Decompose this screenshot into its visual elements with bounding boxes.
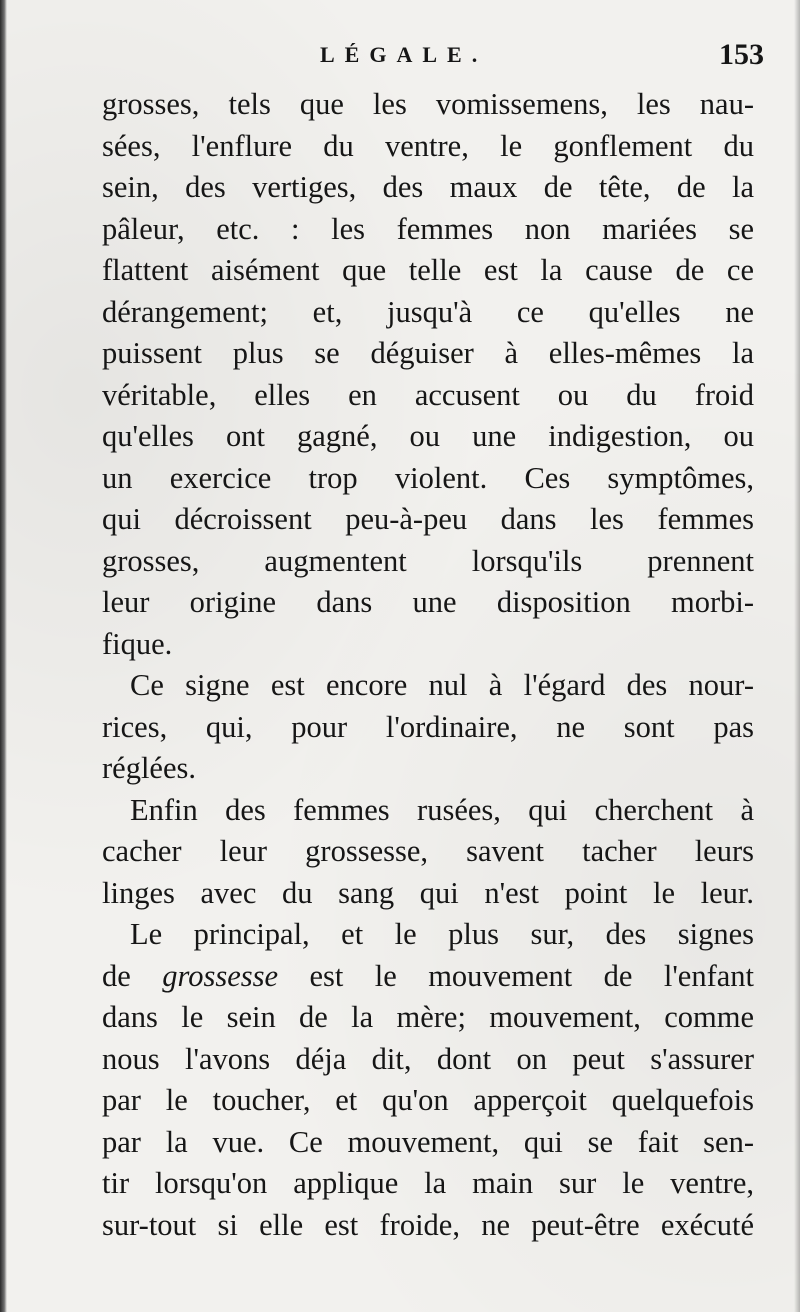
text-line: cacher leur grossesse, savent tacher leurs (102, 834, 754, 868)
page-edge-shadow (794, 0, 800, 1312)
text-line: sein, des vertiges, des maux de tête, de la (102, 170, 754, 204)
text-line: puissent plus se déguiser à elles-mêmes la (102, 336, 754, 370)
text-line: Ce signe est encore nul à l'égard des nour- (130, 668, 754, 702)
text-line: flattent aisément que telle est la cause de ce (102, 253, 754, 287)
text-fragment: est le mouvement de l'enfant (309, 958, 755, 993)
text-line: véritable, elles en accusent ou du froid (102, 377, 754, 412)
text-line: grosses, augmentent lorsqu'ils prennent (102, 543, 754, 578)
text-line: qui décroissent peu-à-peu dans les femmes (102, 502, 754, 536)
text-line: sur-tout si elle est froide, ne peut-être exécuté (102, 1207, 754, 1242)
text-line: Enfin des femmes rusées, qui cherchent à (130, 792, 754, 827)
text-line: rices, qui, pour l'ordinaire, ne sont pas (102, 709, 754, 744)
running-head: LÉGALE. (320, 42, 488, 67)
text-line: qu'elles ont gagné, ou une indigestion, ou (102, 419, 754, 453)
body-text (102, 84, 754, 1246)
text-line: fique. (102, 626, 173, 661)
text-line: réglées. (102, 751, 196, 785)
text-line: leur origine dans une disposition morbi- (102, 585, 754, 619)
text-line: nous l'avons déja dit, dont on peut s'assurer (102, 1041, 754, 1076)
text-line: linges avec du sang qui n'est point le leur. (102, 875, 754, 910)
text-fragment: de (102, 958, 131, 993)
text-line: dans le sein de la mère; mouvement, comme (102, 1000, 754, 1034)
text-line: dérangement; et, jusqu'à ce qu'elles ne (102, 294, 754, 329)
page-binding-shadow (0, 0, 7, 1312)
text-line: Le principal, et le plus sur, des signes (130, 917, 754, 951)
italic-term: grossesse (162, 958, 279, 993)
text-line: tir lorsqu'on applique la main sur le ventre, (102, 1166, 754, 1200)
text-line: un exercice trop violent. Ces symptômes, (102, 460, 754, 495)
text-line: par le toucher, et qu'on apperçoit quelquefois (102, 1083, 754, 1117)
text-line: par la vue. Ce mouvement, qui se fait sen- (102, 1124, 754, 1159)
page-number: 153 (719, 38, 764, 71)
text-line: pâleur, etc. : les femmes non mariées se (102, 211, 754, 246)
text-line: sées, l'enflure du ventre, le gonflement du (102, 128, 754, 163)
text-line: grosses, tels que les vomissemens, les nau- (102, 87, 754, 121)
text-line (102, 956, 754, 998)
